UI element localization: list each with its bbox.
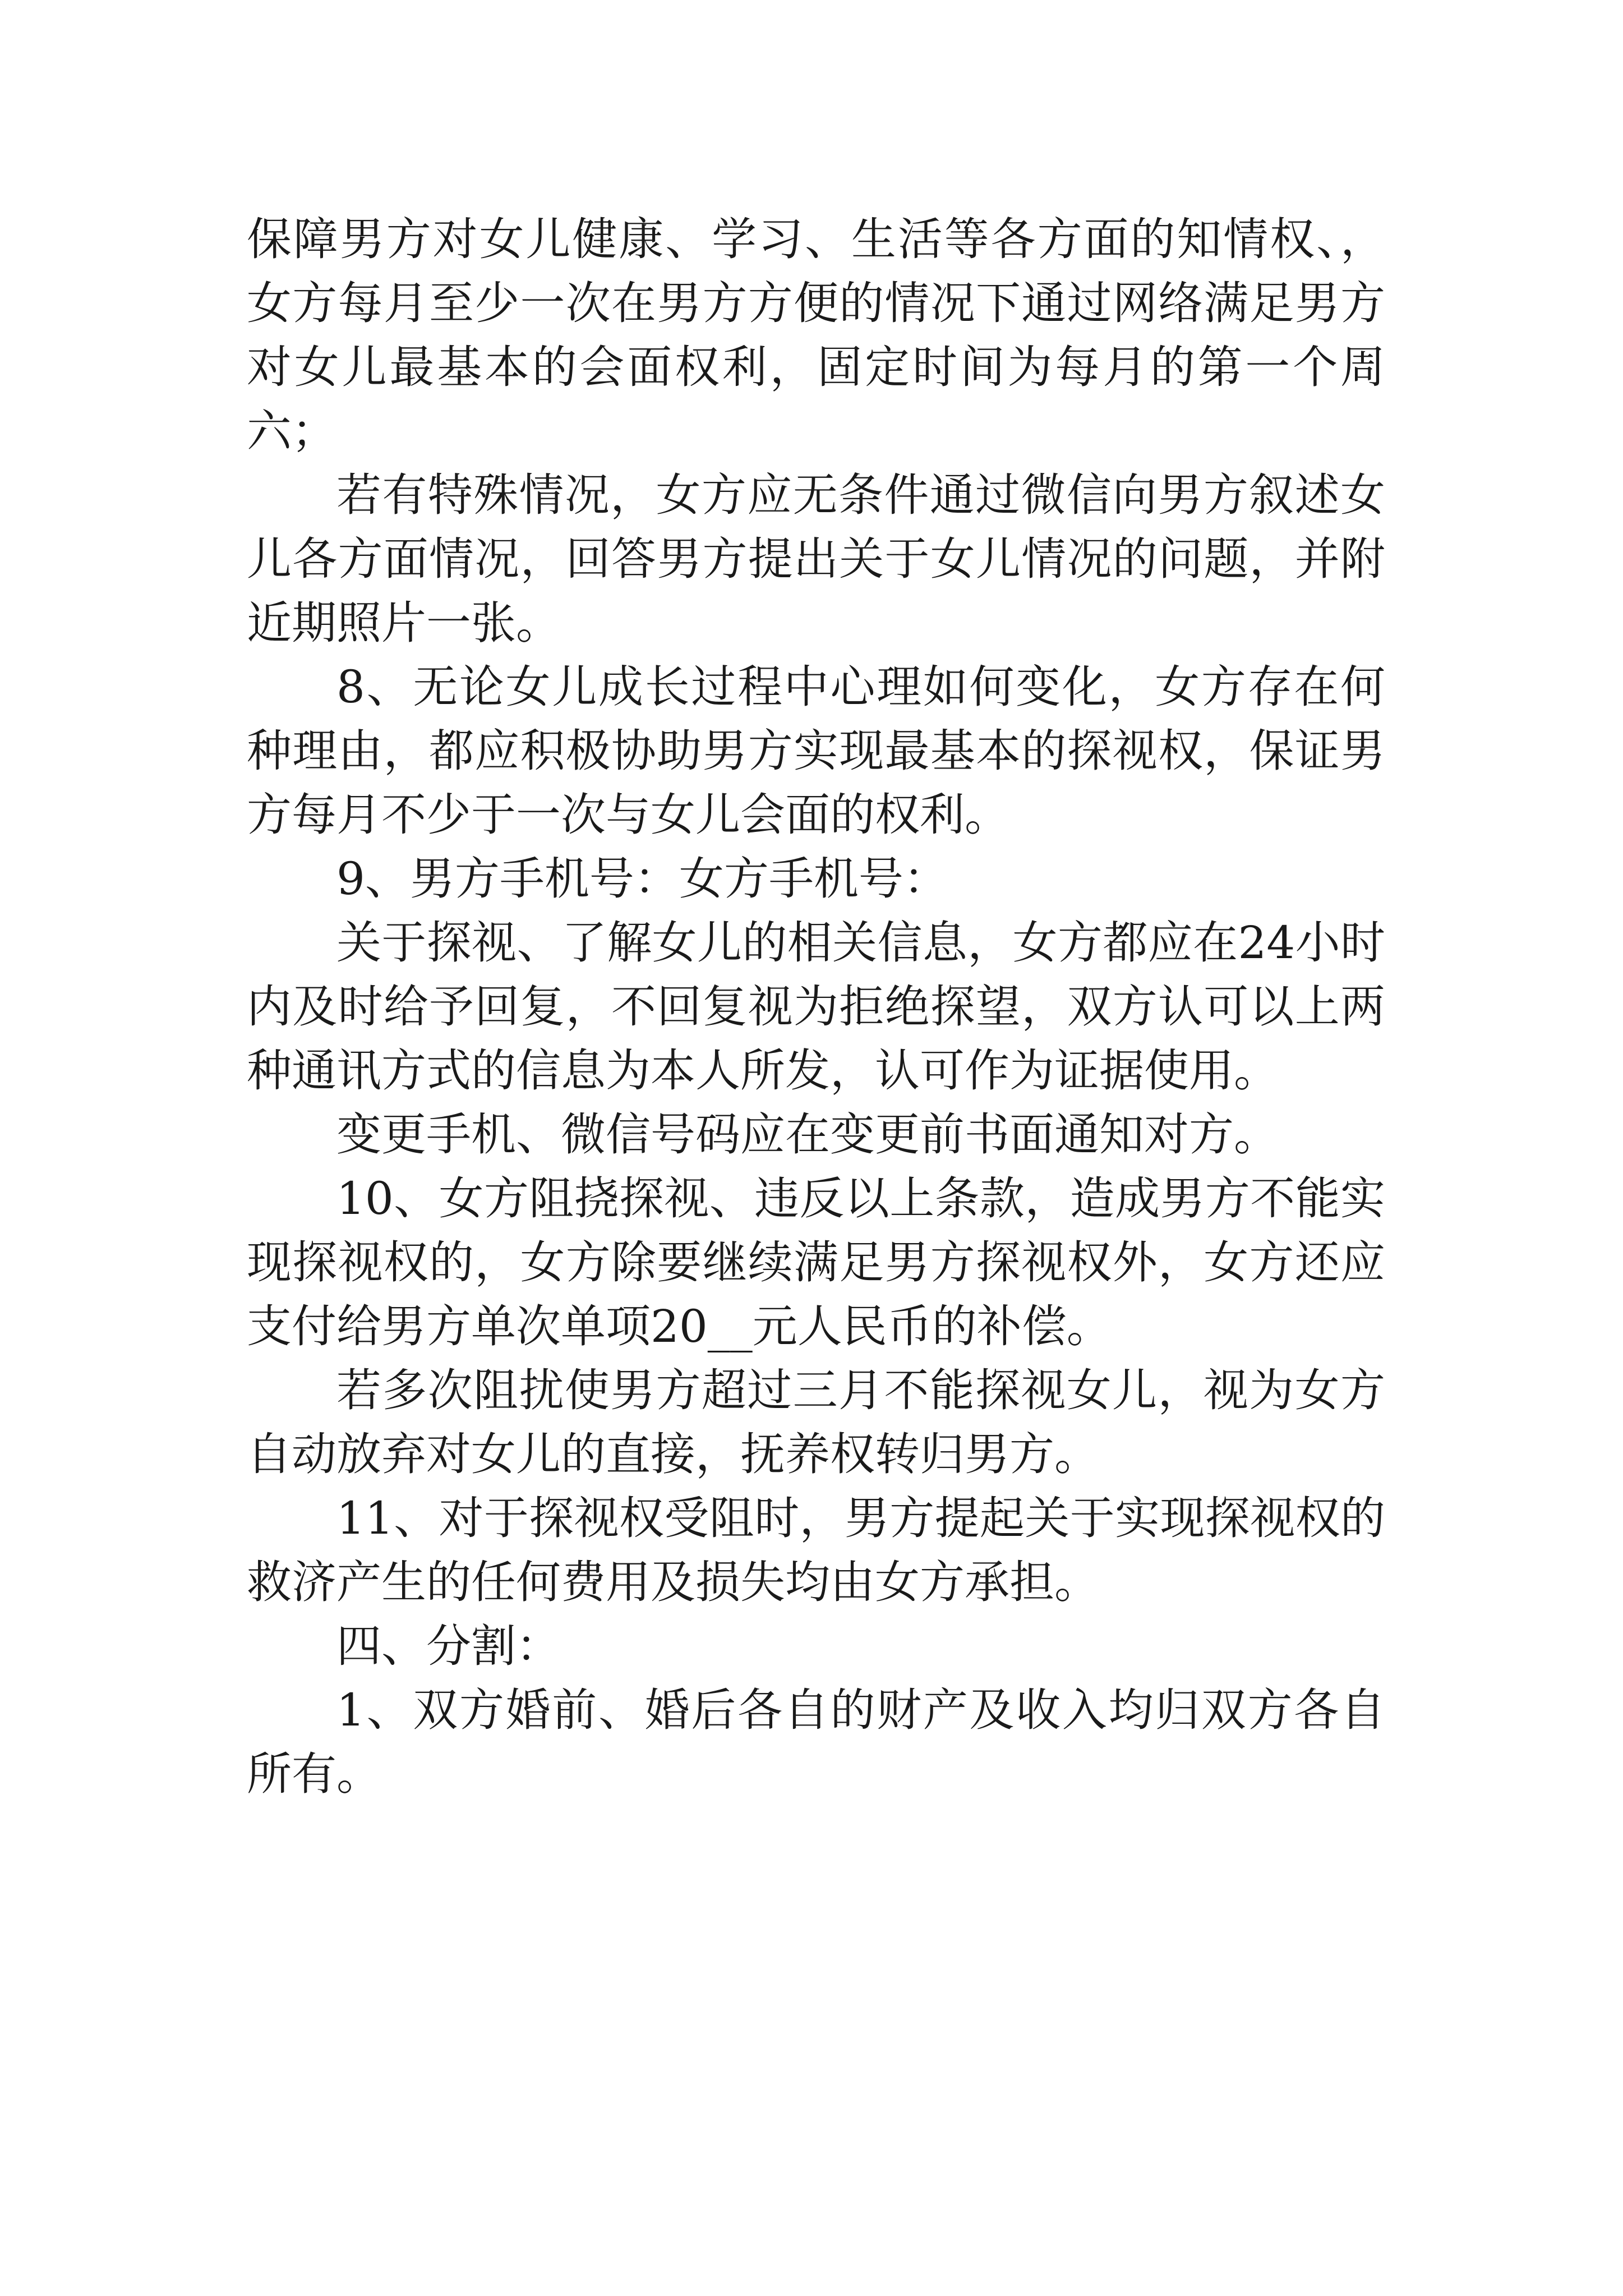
paragraph-9: 11、对于探视权受阻时，男方提起关于实现探视权的救济产生的任何费用及损失均由女方承担。 xyxy=(247,1492,1385,1608)
paragraph-6: 变更手机、微信号码应在变更前书面通知对方。 xyxy=(336,1108,1279,1161)
paragraph-3: 8、无论女儿成长过程中心理如何变化，女方存在何种理由，都应积极协助男方实现最基本的探视权，保证男方每月不少于一次与女儿会面的权利。 xyxy=(247,661,1385,841)
paragraph-7: 10、女方阻挠探视、违反以上条款，造成男方不能实现探视权的，女方除要继续满足男方探视权外，女方还应支付给男方单次单项20__元人民币的补偿。 xyxy=(247,1172,1385,1352)
paragraph-2: 若有特殊情况，女方应无条件通过微信向男方叙述女儿各方面情况，回答男方提出关于女儿情况的问题，并附近期照片一张。 xyxy=(247,469,1385,649)
paragraph-8: 若多次阻扰使男方超过三月不能探视女儿，视为女方自动放弃对女儿的直接，抚养权转归男方。 xyxy=(247,1364,1385,1480)
paragraph-10: 1、双方婚前、婚后各自的财产及收入均归双方各自所有。 xyxy=(247,1684,1385,1800)
paragraph-1: 保障男方对女儿健康、学习、生活等各方面的知情权、，女方每月至少一次在男方方便的情况下通过网络满足男方对女儿最基本的会面权利，固定时间为每月的第一个周六； xyxy=(247,213,1385,457)
document-body xyxy=(247,208,1385,1806)
paragraph-4: 9、男方手机号：女方手机号： xyxy=(336,853,948,905)
section-heading: 四、分割： xyxy=(336,1620,561,1672)
paragraph-5: 关于探视、了解女儿的相关信息，女方都应在24小时内及时给予回复，不回复视为拒绝探望，双方认可以上两种通讯方式的信息为本人所发，认可作为证据使用。 xyxy=(247,917,1385,1097)
